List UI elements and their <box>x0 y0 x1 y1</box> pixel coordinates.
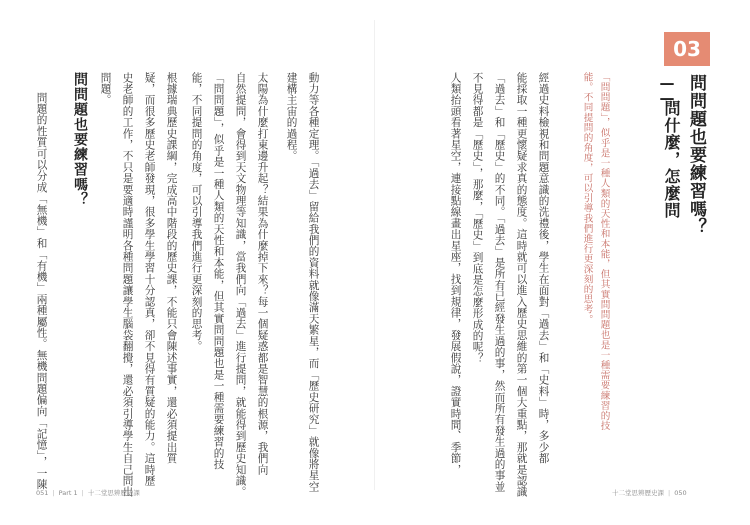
chapter-title: 問問題也要練習嗎？ <box>686 74 706 236</box>
footer-section-title: 十二堂思辨歷史課 <box>87 489 140 497</box>
body-line: 「過去」和「歷史」的不同。「過去」是所有已經發生過的事，然而所有發生過的事並 <box>493 72 506 493</box>
chapter-title-dash: —— <box>658 74 676 104</box>
body-line: 史老師的工作，不只是要適時謹明各種問題讓學生腦袋翻攪，還必須引導學生自己問出 <box>121 72 134 498</box>
body-line: 人類抬頭看著星空，連接點線畫出星座，找到規律，發展假說，證實時間、季節， <box>449 72 462 476</box>
body-line: 太陽為什麼打東邊升起？結果為什麼掉下來？每一個疑惑都是智慧的根源，我們向 <box>256 72 269 476</box>
page-number: 050 <box>674 489 687 497</box>
right-footer: 十二堂思辨歷史課 | 050 <box>612 489 687 497</box>
page-gutter <box>374 20 375 490</box>
section-heading: 問問題也要練習嗎？ <box>72 72 88 207</box>
intro-line-1: 「問問題」，似乎是一種人類的天性和本能，但其實問問題也是一種需要練習的技 <box>598 72 610 431</box>
left-footer: 051 | Part 1 | 十二堂思辨歷史課 <box>36 489 140 497</box>
body-line: 根據瑞典歷史課綱，完成高中階段的歷史課，不能只會陳述事實，還必須提出質 <box>165 72 178 464</box>
footer-part: Part 1 <box>58 489 78 497</box>
chapter-number-badge: 03 <box>664 32 710 66</box>
body-line: 問題的性質可以分成「無機」和「有機」兩種屬性。無機問題偏向「記憶」，一陳 <box>35 92 48 490</box>
body-line: 自然提問，會得到天文物理等知識，當我們向「過去」進行提問，就能得到歷史知識。 <box>234 72 247 498</box>
intro-line-2: 能。不同提問的角度，可以引導我們進行更深刻的思考。 <box>581 72 593 325</box>
body-line: 疑，而很多歷史老師發現，很多學生學習十分認真，卻不見得有質疑的能力。這時歷 <box>143 72 156 487</box>
footer-section-title: 十二堂思辨歷史課 <box>612 489 664 497</box>
page-number: 051 <box>36 489 49 497</box>
chapter-subtitle: 問什麼，怎麼問 <box>662 100 681 219</box>
body-line: 建構主宙的過程。 <box>285 72 298 162</box>
body-line: 能採取一種更懷疑求真的態度。這時就可以進入歷史思維的第一個大重點，那就是認識 <box>515 72 528 498</box>
body-line: 不見得都是「歷史」，那麼，「歷史」到底是怎麼形成的呢？ <box>471 72 484 364</box>
body-line: 經過史料檢視和問題意識的洗禮後，學生在面對「過去」和「史料」時，多少都 <box>537 72 550 464</box>
body-line: 能，不同提問的角度，可以引導我們進行更深刻的思考。 <box>190 72 203 352</box>
body-line: 動力等各種定理。「過去」留給我們的資料就像滿天繁星，而「歷史研究」就像將星空 <box>307 72 320 493</box>
body-line: 「問問題」，似乎是一種人類的天性和本能，但其實問問題也是一種需要練習的技 <box>212 72 225 470</box>
body-line: 問題。 <box>99 72 112 106</box>
